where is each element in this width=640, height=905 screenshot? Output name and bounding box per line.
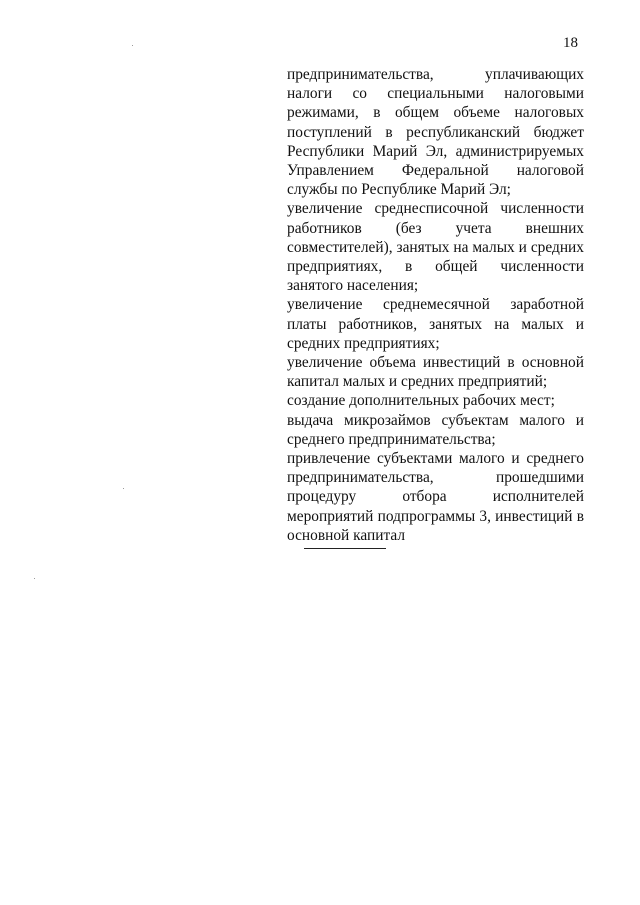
paragraph: предпринимательства, уплачивающих налоги со специальными налоговыми режимами, в общем объеме налоговых поступлений в республиканский бюджет Республики Марий Эл, администрируемых Управлением Федеральной налоговой службы по Республике Марий Эл; bbox=[287, 66, 584, 199]
paragraph: увеличение среднесписочной численности работников (без учета внешних совместителей), занятых на малых и средних предприятиях, в общей численности занятого населения; bbox=[287, 200, 584, 295]
scan-speck bbox=[132, 45, 133, 46]
document-body bbox=[287, 65, 584, 545]
paragraph: создание дополнительных рабочих мест; bbox=[287, 392, 555, 410]
paragraph: увеличение среднемесячной заработной платы работников, занятых на малых и средних предприятиях; bbox=[287, 296, 584, 352]
page-number: 18 bbox=[563, 35, 578, 51]
paragraph: выдача микрозаймов субъектам малого и среднего предпринимательства; bbox=[287, 411, 584, 448]
end-divider-line bbox=[304, 548, 386, 549]
scan-speck bbox=[123, 488, 124, 489]
paragraph: увеличение объема инвестиций в основной капитал малых и средних предприятий; bbox=[287, 354, 584, 391]
paragraph: привлечение субъектами малого и среднего предпринимательства, прошедшими процедуру отбора исполнителей мероприятий подпрограммы 3, инвестиций в основной капитал bbox=[287, 450, 584, 544]
scan-speck bbox=[34, 578, 35, 579]
